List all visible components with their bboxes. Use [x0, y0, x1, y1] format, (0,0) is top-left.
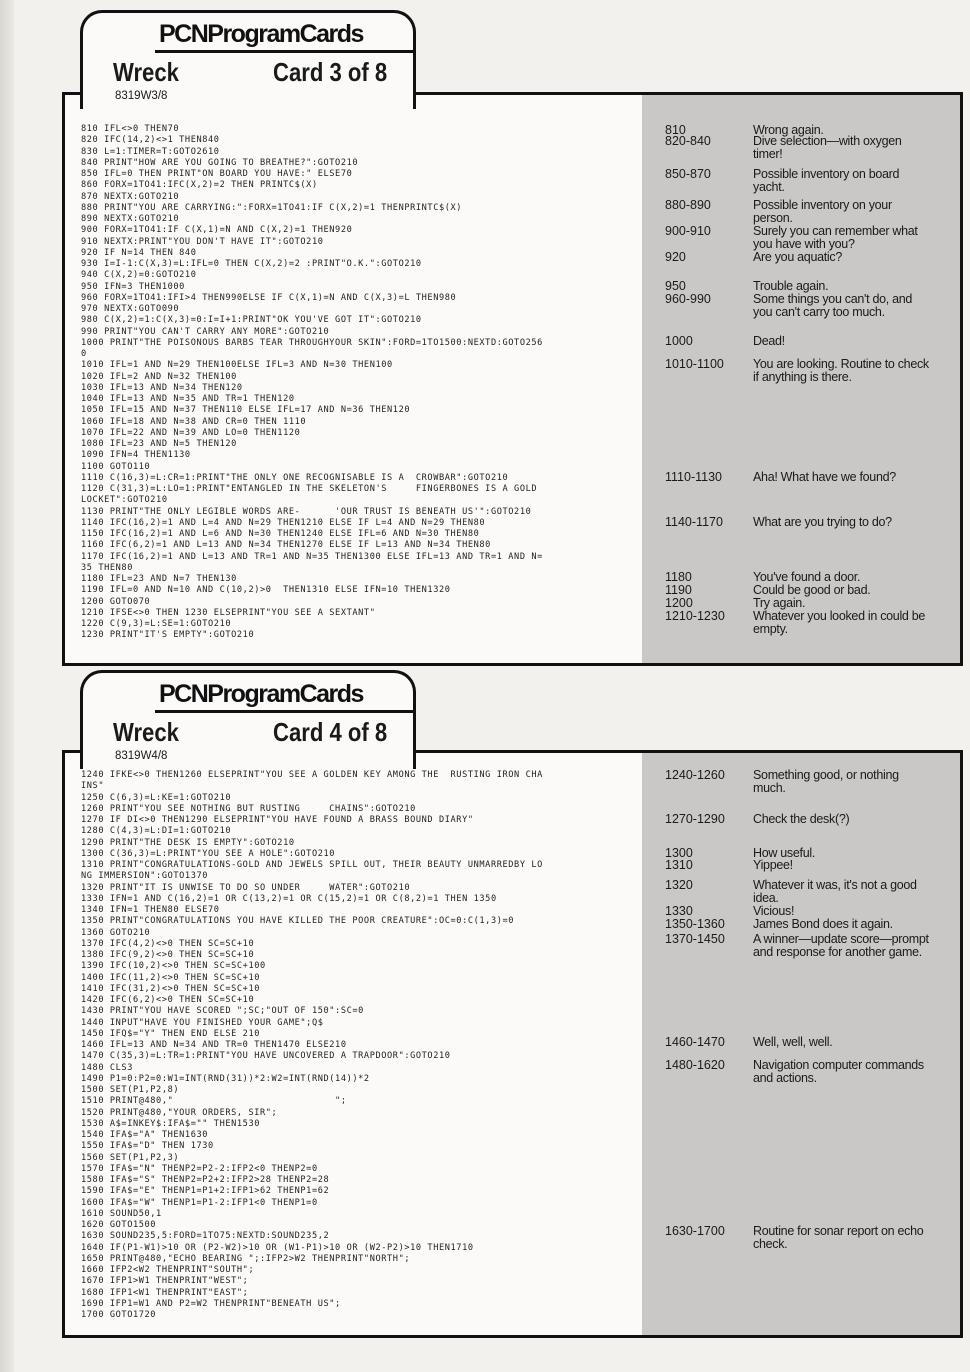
code-line: 1440 INPUT"HAVE YOU FINISHED YOUR GAME";Q$	[81, 1017, 324, 1028]
code-line: 1450 IFQ$="Y" THEN END ELSE 210	[81, 1028, 260, 1039]
note-line-range: 950	[665, 279, 686, 293]
code-line: 1220 C(9,3)=L:SE=1:GOTO210	[81, 619, 232, 629]
note-line-range: 1140-1170	[665, 515, 723, 529]
tab-join	[83, 103, 407, 109]
code-line: 970 NEXTX:GOTO090	[81, 304, 180, 314]
code-line: 1370 IFC(4,2)<>0 THEN SC=SC+10	[81, 938, 255, 949]
note-text: Could be good or bad.	[753, 583, 871, 597]
code-line: 1210 IFSE<>0 THEN 1230 ELSEPRINT"YOU SEE A SEXTANT"	[81, 607, 376, 618]
code-line: 1650 PRINT@480,"ECHO BEARING ";:IFP2>W2 THENPRINT"NORTH";	[81, 1253, 411, 1264]
code-line: 1020 IFL=2 AND N=32 THEN100	[81, 371, 237, 382]
code-line: 910 NEXTX:PRINT"YOU DON'T HAVE IT":GOTO210	[81, 236, 324, 247]
code-line: 1530 A$=INKEY$:IFA$="" THEN1530	[81, 1118, 260, 1129]
card-3-body	[62, 92, 963, 666]
code-line: 1680 IFP1<W1 THENPRINT"EAST";	[81, 1287, 249, 1298]
code-line: 1280 C(4,3)=L:DI=1:GOTO210	[81, 826, 232, 837]
code-line: 1480 CLS3	[81, 1062, 133, 1073]
note-text: Whatever it was, it's not a good idea.	[753, 878, 917, 905]
code-line: 1500 SET(P1,P2,8)	[81, 1085, 180, 1095]
code-line: 1010 IFL=1 AND N=29 THEN100ELSE IFL=3 AND N=30 THEN100	[81, 360, 393, 371]
note-line-range: 810	[665, 123, 686, 137]
note-line-range: 1180	[665, 570, 692, 584]
code-line: 930 I=I-1:C(X,3)=L:IFL=0 THEN C(X,2)=2 :PRINT"O.K.":GOTO210	[81, 259, 422, 269]
tab-join	[83, 763, 407, 769]
note-line-range: 1190	[665, 583, 692, 597]
code-line: 820 IFC(14,2)<>1 THEN840	[81, 135, 220, 146]
code-line: 850 IFL=0 THEN PRINT"ON BOARD YOU HAVE:" ELSE70	[81, 169, 353, 179]
logo-underline	[155, 50, 413, 53]
note-text: Vicious!	[753, 904, 795, 918]
card-code: 8319W4/8	[115, 750, 168, 762]
code-line: 1000 PRINT"THE POISONOUS BARBS TEAR THROUGHYOUR SKIN":FORD=1TO1500:NEXTD:GOTO256	[81, 337, 543, 348]
code-line: 1270 IF DI<>0 THEN1290 ELSEPRINT"YOU HAVE FOUND A BRASS BOUND DIARY"	[81, 815, 474, 825]
note-text: Check the desk(?)	[753, 812, 850, 826]
note-text: Navigation computer commands and actions.	[753, 1058, 924, 1085]
code-line: 1090 IFN=4 THEN1130	[81, 450, 191, 461]
note-line-range: 960-990	[665, 292, 711, 306]
code-line: 1310 PRINT"CONGRATULATIONS-GOLD AND JEWELS SPILL OUT, THEIR BEAUTY UNMARREDBY LO	[81, 860, 543, 870]
card-4-header-tab	[80, 670, 416, 769]
page-binding-edge	[0, 0, 14, 1372]
card-3-header-tab	[80, 10, 416, 109]
game-title: Wreck	[113, 57, 179, 87]
note-line-range: 1000	[665, 334, 693, 348]
code-line: 1130 PRINT"THE ONLY LEGIBLE WORDS ARE- 'OUR TRUST IS BENEATH US'":GOTO210	[81, 506, 532, 517]
code-line: 890 NEXTX:GOTO210	[81, 214, 180, 224]
note-line-range: 1460-1470	[665, 1035, 725, 1049]
code-line: 1570 IFA$="N" THENP2=P2-2:IFP2<0 THENP2=0	[81, 1163, 318, 1174]
code-line: 1410 IFC(31,2)<>0 THEN SC=SC+10	[81, 983, 260, 994]
note-text: James Bond does it again.	[753, 917, 893, 931]
note-text: Aha! What have we found?	[753, 470, 896, 484]
note-line-range: 1310	[665, 858, 693, 872]
basic-listing	[81, 770, 641, 1321]
note-line-range: 880-890	[665, 198, 711, 212]
note-line-range: 920	[665, 250, 686, 264]
basic-listing	[81, 124, 641, 642]
code-line: 1550 IFA$="D" THEN 1730	[81, 1141, 214, 1152]
code-line: 1510 PRINT@480," ";	[81, 1096, 347, 1107]
code-line: 1700 GOTO1720	[81, 1310, 157, 1320]
code-line: 1590 IFA$="E" THENP1=P1+2:IFP1>62 THENP1=62	[81, 1186, 330, 1197]
note-line-range: 1270-1290	[665, 812, 725, 826]
code-line: NG IMMERSION":GOTO1370	[81, 871, 209, 882]
note-line-range: 1630-1700	[665, 1224, 725, 1238]
note-text: Are you aquatic?	[753, 250, 843, 264]
note-line-range: 1200	[665, 596, 693, 610]
note-text: Whatever you looked in could be empty.	[753, 609, 926, 636]
note-text: Routine for sonar report on echo check.	[753, 1224, 924, 1251]
code-line: 1160 IFC(6,2)=1 AND L=13 AND N=34 THEN1270 ELSE IF L=13 AND N=34 THEN80	[81, 540, 491, 551]
code-line: 980 C(X,2)=1:C(X,3)=0:I=I+1:PRINT"OK YOU'VE GOT IT":GOTO210	[81, 315, 422, 326]
code-line: 1230 PRINT"IT'S EMPTY":GOTO210	[81, 630, 255, 641]
code-line: 950 IFN=3 THEN1000	[81, 281, 185, 292]
note-line-range: 1330	[665, 904, 693, 918]
code-line: 1080 IFL=23 AND N=5 THEN120	[81, 439, 237, 449]
note-line-range: 1370-1450	[665, 932, 725, 946]
card-number: Card 4 of 8	[273, 717, 388, 747]
code-line: 920 IF N=14 THEN 840	[81, 247, 197, 258]
note-text: How useful.	[753, 846, 816, 860]
pcn-program-cards-logo: PCNProgramCards	[159, 680, 363, 708]
note-text: Possible inventory on your person.	[753, 198, 892, 225]
code-line: 1490 P1=0:P2=0:W1=INT(RND(31))*2:W2=INT(RND(14))*2	[81, 1073, 370, 1084]
note-text: Something good, or nothing much.	[753, 768, 899, 795]
code-line: 35 THEN80	[81, 562, 133, 573]
pcn-program-cards-logo: PCNProgramCards	[159, 20, 363, 48]
code-line: 1520 PRINT@480,"YOUR ORDERS, SIR";	[81, 1107, 278, 1118]
note-text: Try again.	[753, 596, 806, 610]
code-line: 870 NEXTX:GOTO210	[81, 191, 180, 202]
note-text: Dive selection—with oxygen timer!	[753, 134, 902, 161]
code-line: 1260 PRINT"YOU SEE NOTHING BUT RUSTING CHAINS":GOTO210	[81, 803, 416, 814]
code-line: 1620 GOTO1500	[81, 1220, 157, 1230]
code-line: 1690 IFP1=W1 AND P2=W2 THENPRINT"BENEATH US";	[81, 1298, 341, 1309]
code-line: 1660 IFP2<W2 THENPRINT"SOUTH";	[81, 1265, 255, 1275]
code-line: 1470 C(35,3)=L:TR=1:PRINT"YOU HAVE UNCOVERED A TRAPDOOR":GOTO210	[81, 1051, 451, 1062]
note-text: Wrong again.	[753, 123, 824, 137]
note-line-range: 1210-1230	[665, 609, 725, 623]
note-text: Trouble again.	[753, 279, 829, 293]
note-text: Dead!	[753, 334, 785, 348]
code-line: 1580 IFA$="S" THENP2=P2+2:IFP2>28 THENP2=28	[81, 1175, 330, 1185]
code-line: 860 FORX=1TO41:IFC(X,2)=2 THEN PRINTC$(X)	[81, 180, 318, 191]
note-text: Surely you can remember what you have with you?	[753, 224, 918, 251]
code-line: 1150 IFC(16,2)=1 AND L=6 AND N=30 THEN1240 ELSE IFL=6 AND N=30 THEN80	[81, 529, 480, 539]
code-line: LOCKET":GOTO210	[81, 495, 168, 506]
code-line: 1180 IFL=23 AND N=7 THEN130	[81, 574, 237, 584]
code-line: 1460 IFL=13 AND N=34 AND TR=0 THEN1470 ELSE210	[81, 1040, 347, 1050]
note-text: A winner—update score—prompt and response for another game.	[753, 932, 929, 959]
note-line-range: 820-840	[665, 134, 711, 148]
code-line: 1630 SOUND235,5:FORD=1TO75:NEXTD:SOUND235,2	[81, 1231, 330, 1242]
note-text: Possible inventory on board yacht.	[753, 167, 900, 194]
code-line: 1100 GOTO110	[81, 461, 151, 472]
code-line: 1390 IFC(10,2)<>0 THEN SC=SC+100	[81, 961, 266, 972]
logo-underline	[155, 710, 413, 713]
code-line: 1290 PRINT"THE DESK IS EMPTY":GOTO210	[81, 837, 295, 848]
code-line: 900 FORX=1TO41:IF C(X,1)=N AND C(X,2)=1 THEN920	[81, 225, 353, 236]
code-line: 1420 IFC(6,2)<>0 THEN SC=SC+10	[81, 995, 255, 1005]
note-text: Yippee!	[753, 858, 793, 872]
note-line-range: 900-910	[665, 224, 711, 238]
code-line: 1430 PRINT"YOU HAVE SCORED ";SC;"OUT OF 150":SC=0	[81, 1006, 364, 1017]
code-line: 1380 IFC(9,2)<>0 THEN SC=SC+10	[81, 950, 255, 960]
code-line: 1600 IFA$="W" THENP1=P1-2:IFP1<0 THENP1=0	[81, 1197, 318, 1208]
code-line: 1540 IFA$="A" THEN1630	[81, 1130, 209, 1140]
code-line: 960 FORX=1TO41:IFI>4 THEN990ELSE IF C(X,1)=N AND C(X,3)=L THEN980	[81, 292, 457, 303]
card-code: 8319W3/8	[115, 90, 168, 102]
note-line-range: 850-870	[665, 167, 711, 181]
note-line-range: 1300	[665, 846, 693, 860]
code-line: 1040 IFL=13 AND N=35 AND TR=1 THEN120	[81, 394, 295, 404]
code-line: 1610 SOUND50,1	[81, 1208, 162, 1219]
code-line: 1120 C(31,3)=L:LO=1:PRINT"ENTANGLED IN THE SKELETON'S FINGERBONES IS A GOLD	[81, 484, 538, 494]
note-text: You've found a door.	[753, 570, 861, 584]
code-line: 810 IFL<>0 THEN70	[81, 124, 180, 134]
code-line: 990 PRINT"YOU CAN'T CARRY ANY MORE":GOTO210	[81, 326, 330, 337]
code-line: 1070 IFL=22 AND N=39 AND LO=0 THEN1120	[81, 427, 301, 438]
note-text: What are you trying to do?	[753, 515, 892, 529]
code-line: 1330 IFN=1 AND C(16,2)=1 OR C(13,2)=1 OR C(15,2)=1 OR C(8,2)=1 THEN 1350	[81, 893, 497, 904]
note-line-range: 1110-1130	[665, 470, 722, 484]
note-line-range: 1010-1100	[665, 357, 724, 371]
note-text: You are looking. Routine to check if anything is there.	[753, 357, 929, 384]
card-4-body	[62, 750, 963, 1338]
code-line: INS"	[81, 781, 105, 792]
code-line: 1670 IFP1>W1 THENPRINT"WEST";	[81, 1276, 249, 1287]
code-line: 1350 PRINT"CONGRATULATIONS YOU HAVE KILLED THE POOR CREATURE":OC=0:C(1,3)=0	[81, 916, 515, 927]
code-line: 1030 IFL=13 AND N=34 THEN120	[81, 382, 243, 393]
code-line: 1560 SET(P1,P2,3)	[81, 1152, 180, 1163]
code-line: 1300 C(36,3)=L:PRINT"YOU SEE A HOLE":GOTO210	[81, 848, 336, 859]
code-line: 1140 IFC(16,2)=1 AND L=4 AND N=29 THEN1210 ELSE IF L=4 AND N=29 THEN80	[81, 517, 486, 528]
code-line: 1400 IFC(11,2)<>0 THEN SC=SC+10	[81, 972, 260, 983]
code-line: 1110 C(16,3)=L:CR=1:PRINT"THE ONLY ONE RECOGNISABLE IS A CROWBAR":GOTO210	[81, 472, 509, 483]
note-text: Well, well, well.	[753, 1035, 833, 1049]
note-text: Some things you can't do, and you can't carry too much.	[753, 292, 913, 319]
code-line: 880 PRINT"YOU ARE CARRYING:":FORX=1TO41:IF C(X,2)=1 THENPRINTC$(X)	[81, 202, 463, 213]
code-line: 0	[81, 349, 87, 359]
note-line-range: 1320	[665, 878, 693, 892]
code-line: 1060 IFL=18 AND N=38 AND CR=0 THEN 1110	[81, 416, 307, 427]
code-line: 1640 IF(P1-W1)>10 OR (P2-W2)>10 OR (W1-P1)>10 OR (W2-P2)>10 THEN1710	[81, 1242, 474, 1253]
code-line: 940 C(X,2)=0:GOTO210	[81, 270, 197, 281]
code-line: 1320 PRINT"IT IS UNWISE TO DO SO UNDER WATER":GOTO210	[81, 882, 411, 893]
code-line: 1200 GOTO070	[81, 596, 151, 607]
code-line: 1240 IFKE<>0 THEN1260 ELSEPRINT"YOU SEE A GOLDEN KEY AMONG THE RUSTING IRON CHA	[81, 770, 543, 780]
code-line: 1360 GOTO210	[81, 927, 151, 938]
code-line: 1250 C(6,3)=L:KE=1:GOTO210	[81, 792, 232, 803]
code-line: 1050 IFL=15 AND N=37 THEN110 ELSE IFL=17 AND N=36 THEN120	[81, 405, 411, 416]
note-line-range: 1480-1620	[665, 1058, 725, 1072]
game-title: Wreck	[113, 717, 179, 747]
note-line-range: 1240-1260	[665, 768, 725, 782]
code-line: 1170 IFC(16,2)=1 AND L=13 AND TR=1 AND N=35 THEN1300 ELSE IFL=13 AND TR=1 AND N=	[81, 551, 543, 562]
code-line: 1190 IFL=0 AND N=10 AND C(10,2)>0 THEN1310 ELSE IFN=10 THEN1320	[81, 585, 451, 596]
note-line-range: 1350-1360	[665, 917, 725, 931]
code-line: 830 L=1:TIMER=T:GOTO2610	[81, 146, 220, 157]
code-line: 1340 IFN=1 THEN80 ELSE70	[81, 905, 220, 915]
code-line: 840 PRINT"HOW ARE YOU GOING TO BREATHE?":GOTO210	[81, 157, 359, 168]
card-number: Card 3 of 8	[273, 57, 388, 87]
